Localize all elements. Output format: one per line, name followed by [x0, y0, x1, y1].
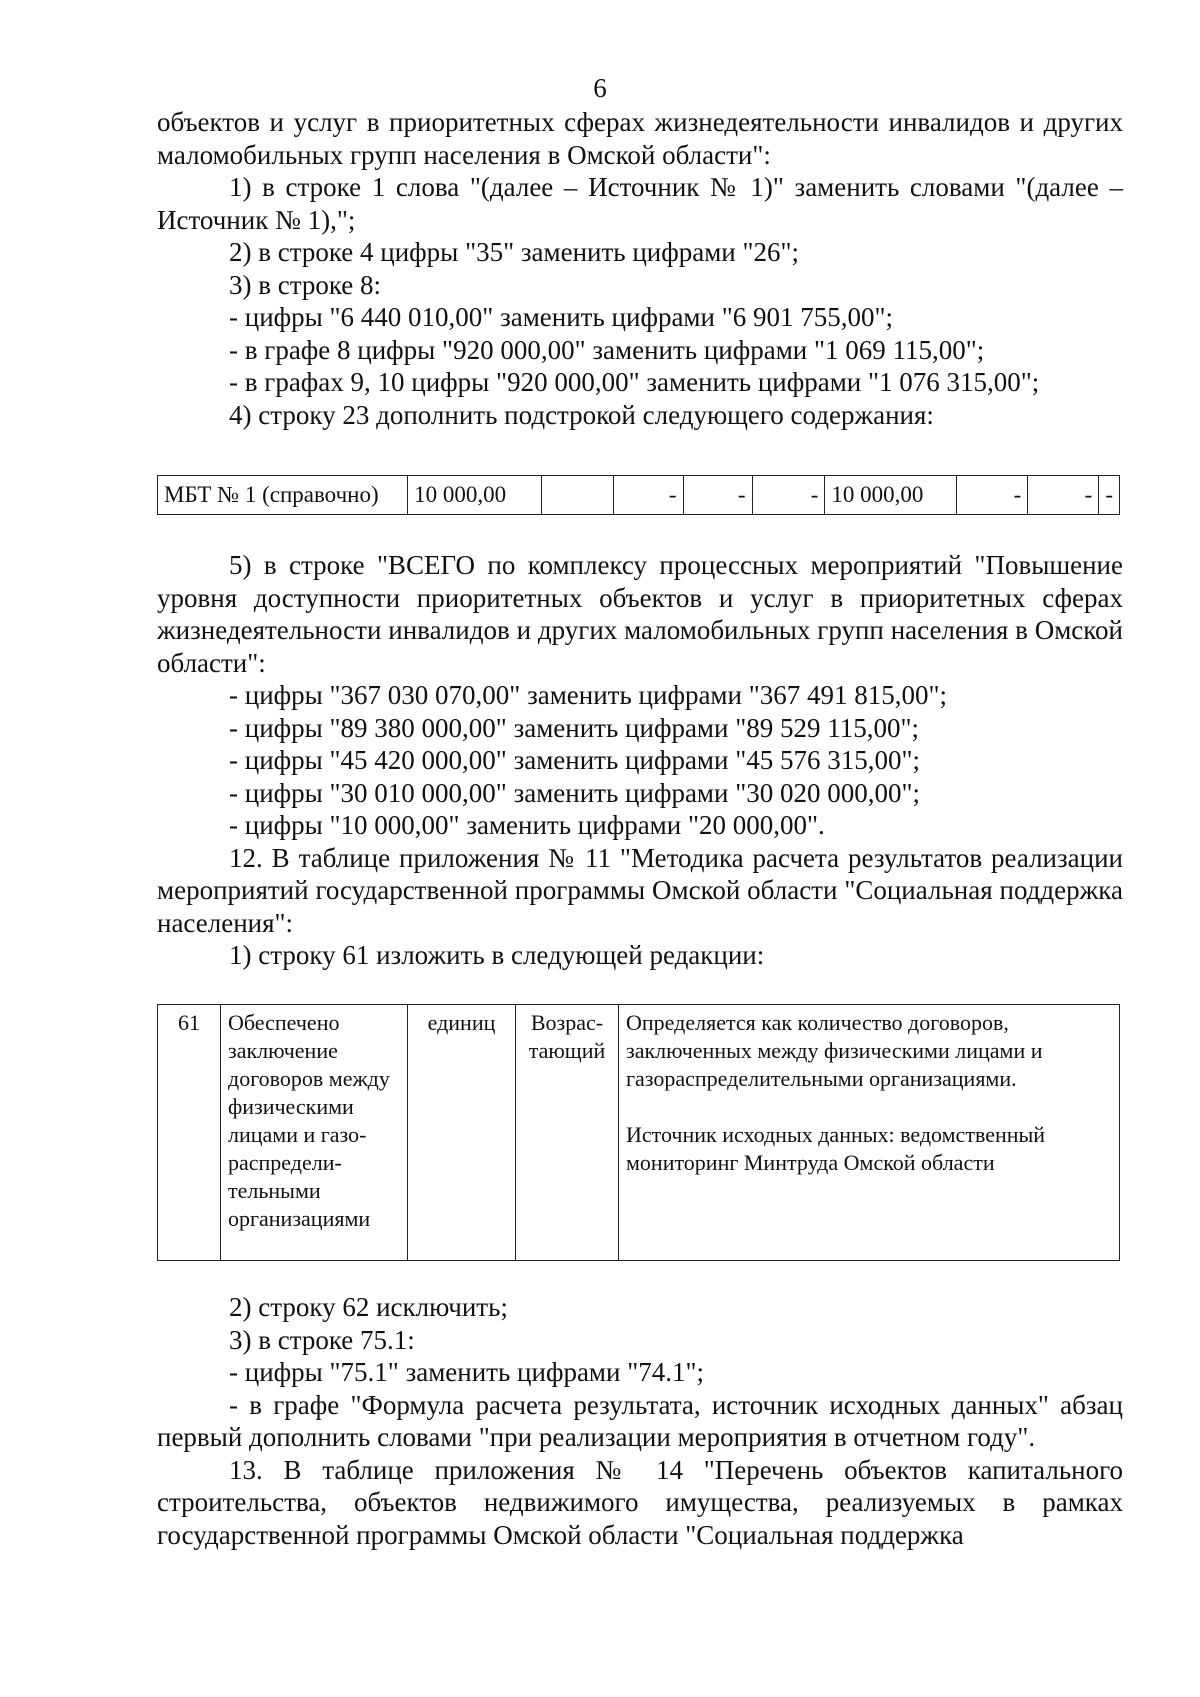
paragraph: 2) строку 62 исключить;: [229, 1292, 508, 1322]
paragraph: 1) строку 61 изложить в следующей редакции:: [229, 940, 765, 970]
middle-paragraphs: [157, 549, 1123, 972]
row-61-table: [157, 1004, 1120, 1261]
source-text: Источник исходных данных: ведомственный мониторинг Минтруда Омской области: [626, 1122, 1046, 1175]
paragraph: - цифры "75.1" заменить цифрами "74.1";: [229, 1357, 705, 1387]
paragraph: - цифры "367 030 070,00" заменить цифрами "367 491 815,00";: [229, 680, 948, 710]
paragraph: 5) в строке "ВСЕГО по комплексу процессных мероприятий "Повышение уровня доступности приоритетных объектов и услуг в приоритетных сферах жизнедеятельности инвалидов и других маломобильных групп населения в Омской области":: [157, 550, 1123, 678]
formula-text: Определяется как количество договоров, заключенных между физическими лицами и газораспределительными организациями.: [626, 1010, 1043, 1091]
result-name-cell: Обеспечено заключение договоров между физическими лицами и газо-распредели-тельными организациями: [221, 1005, 408, 1261]
table-cell: 10 000,00: [825, 476, 957, 515]
paragraph: - цифры "45 420 000,00" заменить цифрами "45 576 315,00";: [229, 745, 921, 775]
paragraph: - цифры "10 000,00" заменить цифрами "20 000,00".: [229, 810, 825, 840]
paragraph: - цифры "89 380 000,00" заменить цифрами "89 529 115,00";: [229, 712, 920, 743]
table-row: [158, 476, 1120, 515]
paragraph: 13. В таблице приложения № 14 "Перечень объектов капитального строительства, объектов недвижимого имущества, реализуемых в рамках государственной программы Омской области "Социальная поддержка: [157, 1454, 1123, 1550]
table-cell: -: [614, 476, 683, 515]
bottom-paragraphs: [157, 1291, 1123, 1551]
paragraph: - в графах 9, 10 цифры "920 000,00" заменить цифрами "1 076 315,00";: [229, 367, 1040, 397]
paragraph: - в графе 8 цифры "920 000,00" заменить цифрами "1 069 115,00";: [229, 334, 985, 365]
page-number: 6: [593, 73, 607, 103]
table-cell: -: [683, 476, 752, 515]
paragraph: 3) в строке 75.1:: [229, 1324, 415, 1355]
table-cell: -: [1028, 476, 1099, 515]
table-cell: МБТ № 1 (справочно): [158, 476, 408, 515]
table-row: [158, 1005, 1120, 1261]
table-cell: -: [957, 476, 1028, 515]
mbt-subrow-table: [157, 475, 1120, 515]
trend-cell: Возрас-тающий: [516, 1005, 619, 1261]
paragraph: 1) в строке 1 слова "(далее – Источник № 1)" заменить словами "(далее – Источник № 1),";: [157, 172, 1123, 235]
paragraph: 2) в строке 4 цифры "35" заменить цифрами "26";: [229, 237, 800, 267]
formula-cell: [619, 1005, 1120, 1261]
paragraph: 4) строку 23 дополнить подстрокой следующего содержания:: [229, 399, 934, 430]
paragraph: объектов и услуг в приоритетных сферах жизнедеятельности инвалидов и других маломобильных групп населения в Омской области":: [157, 107, 1123, 170]
paragraph: 12. В таблице приложения № 11 "Методика расчета результатов реализации мероприятий государственной программы Омской области "Социальная поддержка населения":: [157, 842, 1123, 938]
table-cell: -: [1099, 476, 1120, 515]
paragraph: 3) в строке 8:: [229, 269, 382, 300]
table-cell: -: [752, 476, 825, 515]
table-cell: [541, 476, 614, 515]
paragraph: - в графе "Формула расчета результата, источник исходных данных" абзац первый дополнить словами "при реализации мероприятия в отчетном году".: [157, 1389, 1123, 1452]
paragraph: - цифры "6 440 010,00" заменить цифрами "6 901 755,00";: [229, 302, 894, 332]
table-cell: 10 000,00: [408, 476, 542, 515]
paragraph: - цифры "30 010 000,00" заменить цифрами "30 020 000,00";: [229, 777, 921, 808]
top-paragraphs: [157, 106, 1123, 431]
unit-cell: единиц: [408, 1005, 516, 1261]
row-number-cell: 61: [158, 1005, 221, 1261]
